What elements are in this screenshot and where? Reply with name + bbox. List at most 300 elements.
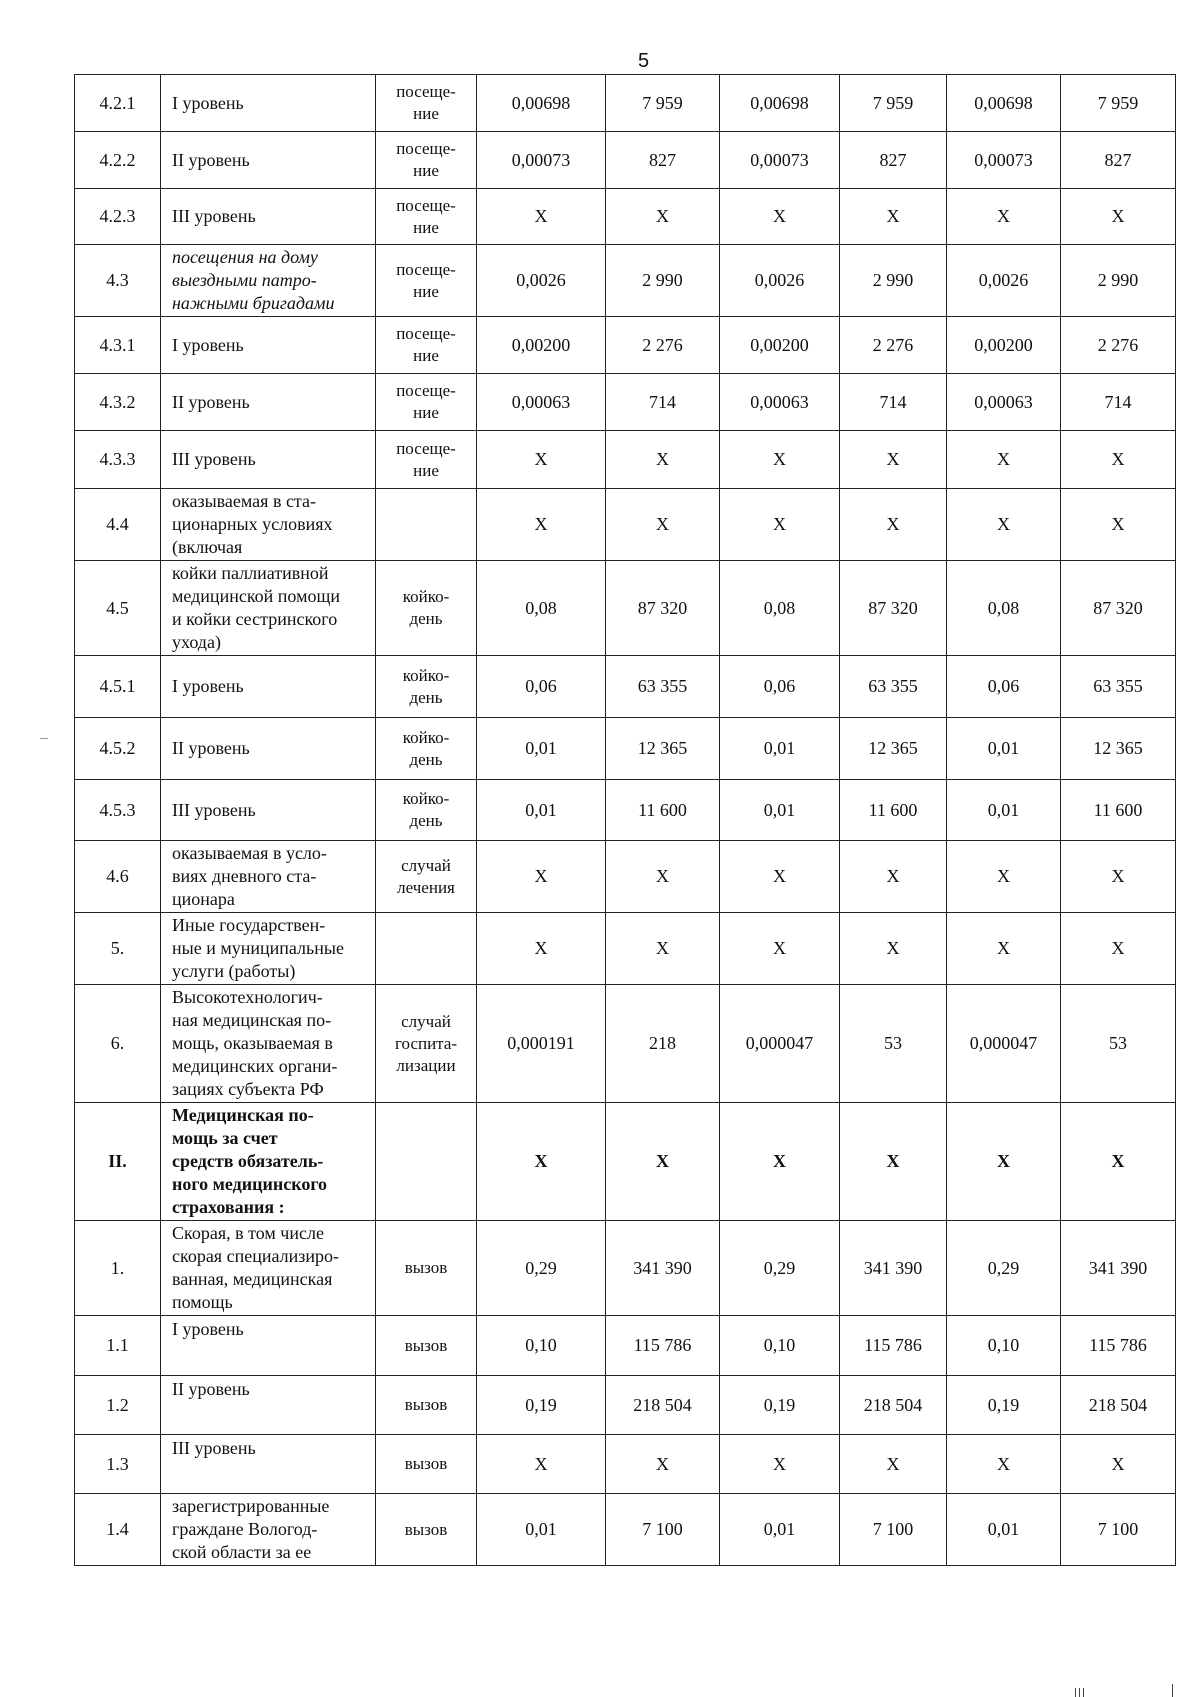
table-row xyxy=(75,561,1176,656)
row-name-cell xyxy=(161,1376,376,1435)
value-cell-1 xyxy=(477,1221,606,1316)
row-name-cell xyxy=(161,1221,376,1316)
row-number-cell xyxy=(75,1435,161,1494)
row-number-cell xyxy=(75,1376,161,1435)
table-row xyxy=(75,489,1176,561)
value-cell-5-text: X xyxy=(997,514,1010,534)
value-cell-4 xyxy=(840,985,947,1103)
unit-cell-text: посеще- ние xyxy=(396,82,456,123)
value-cell-2-text: 714 xyxy=(649,391,676,412)
value-cell-2 xyxy=(606,1376,720,1435)
value-cell-3-text: 0,06 xyxy=(763,676,796,696)
value-cell-6-text: X xyxy=(1111,1151,1125,1171)
value-cell-5-text: 0,0026 xyxy=(978,270,1029,290)
value-cell-5-text: X xyxy=(997,1151,1010,1171)
value-cell-6-text: X xyxy=(1111,1453,1125,1474)
value-cell-2-text: 7 959 xyxy=(642,92,683,113)
unit-cell xyxy=(376,431,477,489)
unit-cell-text: койко- день xyxy=(402,587,450,628)
value-cell-4 xyxy=(840,75,947,132)
value-cell-4 xyxy=(840,317,947,374)
value-cell-6-text: 827 xyxy=(1104,149,1132,170)
value-cell-5-text: X xyxy=(997,206,1010,226)
table-body xyxy=(75,75,1176,1566)
value-cell-3-text: 0,00698 xyxy=(750,92,809,113)
value-cell-1-text: X xyxy=(534,449,548,469)
data-table xyxy=(74,74,1176,1566)
table-row xyxy=(75,75,1176,132)
value-cell-2-text: 63 355 xyxy=(637,676,688,696)
scan-mark xyxy=(1172,1684,1173,1697)
table-row xyxy=(75,1221,1176,1316)
value-cell-4-text: X xyxy=(886,938,900,958)
value-cell-2 xyxy=(606,1103,720,1221)
value-cell-3 xyxy=(720,132,840,189)
row-name-cell-text: III уровень xyxy=(172,206,256,226)
row-name-cell xyxy=(161,780,376,841)
unit-cell-text: вызов xyxy=(404,1454,448,1473)
unit-cell xyxy=(376,985,477,1103)
value-cell-4 xyxy=(840,1494,947,1566)
value-cell-3-text: 0,0026 xyxy=(754,270,805,290)
value-cell-1 xyxy=(477,656,606,718)
unit-cell-text: вызов xyxy=(404,1395,448,1414)
unit-cell xyxy=(376,1376,477,1435)
row-name-cell-text: зарегистрированные граждане Вологод- ской области за ее xyxy=(172,1496,330,1562)
value-cell-3-text: X xyxy=(773,938,786,958)
value-cell-2-text: 11 600 xyxy=(638,799,687,820)
row-name-cell-text: I уровень xyxy=(172,1319,244,1339)
value-cell-1 xyxy=(477,718,606,780)
value-cell-4 xyxy=(840,1316,947,1376)
value-cell-4-text: 11 600 xyxy=(868,799,918,820)
unit-cell xyxy=(376,132,477,189)
value-cell-5 xyxy=(947,913,1061,985)
value-cell-1-text: 0,00073 xyxy=(511,149,571,170)
unit-cell-text: посеще- ние xyxy=(396,381,456,422)
row-name-cell xyxy=(161,1103,376,1221)
value-cell-3-text: X xyxy=(773,1453,786,1474)
value-cell-5 xyxy=(947,985,1061,1103)
value-cell-5 xyxy=(947,75,1061,132)
unit-cell-text: посеще- ние xyxy=(396,139,456,180)
row-number-cell-text: 4.3.3 xyxy=(99,449,136,469)
value-cell-4-text: 2 990 xyxy=(872,270,914,290)
value-cell-1 xyxy=(477,841,606,913)
value-cell-3 xyxy=(720,841,840,913)
value-cell-2-text: 218 xyxy=(649,1033,676,1053)
value-cell-2-text: 2 990 xyxy=(642,270,683,290)
value-cell-5 xyxy=(947,132,1061,189)
value-cell-5-text: 0,06 xyxy=(987,676,1020,696)
value-cell-6 xyxy=(1061,1435,1176,1494)
row-number-cell-text: 1.3 xyxy=(106,1453,129,1474)
value-cell-2 xyxy=(606,985,720,1103)
table-row xyxy=(75,841,1176,913)
value-cell-2-text: 115 786 xyxy=(633,1335,692,1355)
value-cell-1 xyxy=(477,1435,606,1494)
row-number-cell xyxy=(75,913,161,985)
value-cell-3-text: 0,29 xyxy=(763,1257,796,1278)
value-cell-6-text: 53 xyxy=(1109,1033,1127,1053)
unit-cell-text: случай лечения xyxy=(397,855,455,897)
value-cell-5 xyxy=(947,718,1061,780)
value-cell-1 xyxy=(477,245,606,317)
value-cell-6-text: 12 365 xyxy=(1093,738,1143,758)
value-cell-4 xyxy=(840,374,947,431)
unit-cell-text: вызов xyxy=(404,1335,448,1355)
row-name-cell-text: койки паллиативной медицинской помощи и койки сестринского ухода) xyxy=(172,563,340,652)
value-cell-2 xyxy=(606,656,720,718)
value-cell-1-text: 0,10 xyxy=(525,1335,557,1355)
row-name-cell-text: II уровень xyxy=(172,1379,250,1399)
value-cell-4 xyxy=(840,561,947,656)
value-cell-5-text: 0,29 xyxy=(987,1257,1020,1278)
value-cell-4 xyxy=(840,656,947,718)
value-cell-6-text: 341 390 xyxy=(1088,1257,1148,1278)
row-name-cell-text: Высокотехнологич- ная медицинская по- мощь, оказываемая в медицинских органи- зациях субъекта РФ xyxy=(172,987,338,1099)
value-cell-5-text: X xyxy=(997,866,1010,886)
value-cell-5 xyxy=(947,1435,1061,1494)
value-cell-1-text: 0,19 xyxy=(525,1394,557,1415)
table-row xyxy=(75,1494,1176,1566)
value-cell-6-text: X xyxy=(1111,449,1125,469)
value-cell-4-text: 7 100 xyxy=(872,1519,914,1539)
value-cell-6 xyxy=(1061,374,1176,431)
value-cell-1-text: 0,00698 xyxy=(511,92,571,113)
value-cell-6-text: 218 504 xyxy=(1088,1394,1148,1415)
value-cell-3 xyxy=(720,913,840,985)
value-cell-3-text: X xyxy=(773,866,786,886)
unit-cell xyxy=(376,374,477,431)
row-number-cell xyxy=(75,718,161,780)
value-cell-4-text: 341 390 xyxy=(863,1257,923,1278)
value-cell-3 xyxy=(720,317,840,374)
value-cell-6 xyxy=(1061,780,1176,841)
value-cell-3-text: X xyxy=(773,1151,786,1171)
value-cell-1 xyxy=(477,1316,606,1376)
value-cell-5 xyxy=(947,656,1061,718)
value-cell-3 xyxy=(720,75,840,132)
value-cell-4 xyxy=(840,1435,947,1494)
row-number-cell xyxy=(75,75,161,132)
value-cell-5-text: 0,000047 xyxy=(969,1033,1038,1053)
row-number-cell-text: 4.5.3 xyxy=(99,799,136,820)
unit-cell-text: посеще- ние xyxy=(396,438,456,480)
value-cell-4 xyxy=(840,189,947,245)
value-cell-2 xyxy=(606,374,720,431)
value-cell-4 xyxy=(840,1103,947,1221)
row-number-cell-text: 6. xyxy=(110,1033,125,1053)
row-name-cell xyxy=(161,374,376,431)
value-cell-1 xyxy=(477,431,606,489)
value-cell-5-text: 0,00063 xyxy=(974,391,1033,412)
value-cell-6 xyxy=(1061,841,1176,913)
row-name-cell-text: Иные государствен- ные и муниципальные услуги (работы) xyxy=(172,915,344,981)
value-cell-6 xyxy=(1061,913,1176,985)
unit-cell xyxy=(376,245,477,317)
value-cell-6-text: 87 320 xyxy=(1093,597,1143,618)
value-cell-2-text: X xyxy=(656,206,669,226)
value-cell-3 xyxy=(720,189,840,245)
value-cell-3-text: 0,10 xyxy=(763,1335,796,1355)
row-name-cell-text: оказываемая в ста- ционарных условиях (включая xyxy=(172,491,333,557)
unit-cell-text: койко- день xyxy=(402,789,450,830)
value-cell-2-text: 2 276 xyxy=(642,334,683,355)
value-cell-5 xyxy=(947,1221,1061,1316)
value-cell-3 xyxy=(720,780,840,841)
unit-cell-text: посеще- ние xyxy=(396,195,456,237)
row-number-cell xyxy=(75,132,161,189)
unit-cell-text: вызов xyxy=(404,1519,448,1539)
row-number-cell xyxy=(75,1103,161,1221)
value-cell-3-text: 0,01 xyxy=(763,738,796,758)
value-cell-6 xyxy=(1061,1316,1176,1376)
value-cell-5-text: 0,00073 xyxy=(974,149,1033,170)
value-cell-6 xyxy=(1061,718,1176,780)
value-cell-4 xyxy=(840,431,947,489)
unit-cell-text: посеще- ние xyxy=(396,259,456,301)
row-number-cell-text: 5. xyxy=(110,938,125,958)
value-cell-3 xyxy=(720,1435,840,1494)
row-number-cell xyxy=(75,1316,161,1376)
row-number-cell-text: 4.5.2 xyxy=(99,738,136,758)
row-number-cell xyxy=(75,317,161,374)
value-cell-2 xyxy=(606,1316,720,1376)
row-name-cell-text: III уровень xyxy=(172,449,256,469)
value-cell-1-text: X xyxy=(534,1453,548,1474)
value-cell-5-text: 0,10 xyxy=(987,1335,1020,1355)
value-cell-1 xyxy=(477,913,606,985)
value-cell-1 xyxy=(477,189,606,245)
table-row xyxy=(75,1316,1176,1376)
value-cell-2 xyxy=(606,431,720,489)
value-cell-1 xyxy=(477,780,606,841)
scan-mark xyxy=(1079,1688,1080,1697)
value-cell-1-text: 0,00063 xyxy=(511,391,571,412)
value-cell-3-text: X xyxy=(773,514,786,534)
value-cell-4 xyxy=(840,489,947,561)
value-cell-5 xyxy=(947,561,1061,656)
value-cell-3 xyxy=(720,245,840,317)
value-cell-6-text: X xyxy=(1111,866,1125,886)
row-number-cell xyxy=(75,374,161,431)
value-cell-2-text: X xyxy=(656,1453,669,1474)
value-cell-1-text: 0,01 xyxy=(525,738,557,758)
value-cell-5-text: 0,01 xyxy=(987,799,1020,820)
value-cell-2 xyxy=(606,132,720,189)
table-row xyxy=(75,132,1176,189)
value-cell-1 xyxy=(477,489,606,561)
row-number-cell xyxy=(75,780,161,841)
value-cell-2-text: X xyxy=(656,938,669,958)
unit-cell-text: случай госпита- лизации xyxy=(394,1011,458,1075)
value-cell-3 xyxy=(720,656,840,718)
value-cell-6-text: 7 100 xyxy=(1097,1519,1139,1539)
value-cell-1-text: X xyxy=(534,206,548,226)
value-cell-2-text: 12 365 xyxy=(637,738,688,758)
value-cell-1 xyxy=(477,985,606,1103)
value-cell-5 xyxy=(947,317,1061,374)
value-cell-1-text: 0,0026 xyxy=(516,270,566,290)
row-number-cell xyxy=(75,189,161,245)
value-cell-4-text: 2 276 xyxy=(872,334,914,355)
value-cell-4-text: X xyxy=(886,449,900,469)
row-name-cell-text: I уровень xyxy=(172,676,244,696)
value-cell-4-text: 12 365 xyxy=(868,738,918,758)
row-number-cell-text: II. xyxy=(108,1151,127,1171)
value-cell-3 xyxy=(720,1494,840,1566)
table-row xyxy=(75,1376,1176,1435)
value-cell-1 xyxy=(477,561,606,656)
value-cell-1-text: X xyxy=(534,1151,548,1171)
value-cell-2-text: 7 100 xyxy=(642,1519,683,1539)
table-row xyxy=(75,1103,1176,1221)
value-cell-5-text: 0,01 xyxy=(987,738,1020,758)
value-cell-4-text: 63 355 xyxy=(868,676,918,696)
row-number-cell xyxy=(75,841,161,913)
value-cell-5-text: 0,00200 xyxy=(974,334,1033,355)
value-cell-2 xyxy=(606,317,720,374)
row-number-cell-text: 1.4 xyxy=(106,1519,129,1539)
value-cell-6-text: X xyxy=(1111,206,1125,226)
value-cell-1 xyxy=(477,1103,606,1221)
value-cell-6 xyxy=(1061,489,1176,561)
table-row xyxy=(75,1435,1176,1494)
row-number-cell-text: 4.3.2 xyxy=(99,391,136,412)
unit-cell xyxy=(376,1103,477,1221)
value-cell-6-text: 714 xyxy=(1104,391,1132,412)
value-cell-4-text: X xyxy=(886,206,900,226)
value-cell-2-text: 87 320 xyxy=(637,597,688,618)
value-cell-4-text: X xyxy=(886,1453,900,1474)
value-cell-2 xyxy=(606,841,720,913)
row-number-cell xyxy=(75,245,161,317)
value-cell-3-text: 0,01 xyxy=(763,1519,796,1539)
value-cell-4 xyxy=(840,1376,947,1435)
row-name-cell-text: оказываемая в усло- виях дневного ста- ционара xyxy=(172,843,327,909)
unit-cell xyxy=(376,75,477,132)
value-cell-6-text: 2 990 xyxy=(1097,270,1139,290)
value-cell-6-text: 63 355 xyxy=(1093,676,1143,696)
value-cell-6 xyxy=(1061,317,1176,374)
value-cell-2 xyxy=(606,718,720,780)
row-number-cell-text: 4.6 xyxy=(106,866,129,886)
value-cell-2-text: X xyxy=(656,514,669,534)
row-name-cell-text: посещения на дому выездными патро- нажными бригадами xyxy=(172,247,335,313)
unit-cell xyxy=(376,1435,477,1494)
table-row xyxy=(75,317,1176,374)
row-name-cell-text: I уровень xyxy=(172,92,244,113)
row-number-cell-text: 4.2.2 xyxy=(99,149,136,170)
row-number-cell-text: 4.3.1 xyxy=(99,334,136,355)
value-cell-6-text: 7 959 xyxy=(1097,92,1139,113)
row-name-cell xyxy=(161,1435,376,1494)
page-number: 5 xyxy=(637,50,650,72)
row-name-cell-text: II уровень xyxy=(172,391,250,412)
value-cell-3 xyxy=(720,1103,840,1221)
value-cell-4 xyxy=(840,841,947,913)
value-cell-2 xyxy=(606,913,720,985)
value-cell-5 xyxy=(947,431,1061,489)
value-cell-2-text: X xyxy=(656,449,669,469)
row-name-cell xyxy=(161,1494,376,1566)
unit-cell xyxy=(376,913,477,985)
value-cell-3 xyxy=(720,489,840,561)
table-row xyxy=(75,985,1176,1103)
row-number-cell-text: 4.5.1 xyxy=(99,676,136,696)
row-name-cell xyxy=(161,561,376,656)
table-row xyxy=(75,189,1176,245)
value-cell-3 xyxy=(720,1221,840,1316)
row-name-cell xyxy=(161,913,376,985)
unit-cell xyxy=(376,1316,477,1376)
unit-cell xyxy=(376,489,477,561)
row-number-cell-text: 4.3 xyxy=(106,270,129,290)
unit-cell xyxy=(376,189,477,245)
value-cell-2 xyxy=(606,245,720,317)
row-number-cell-text: 4.2.1 xyxy=(99,92,136,113)
value-cell-1-text: 0,01 xyxy=(525,1519,557,1539)
value-cell-5-text: 0,08 xyxy=(987,597,1020,618)
value-cell-1-text: 0,000191 xyxy=(507,1033,575,1053)
value-cell-5 xyxy=(947,245,1061,317)
value-cell-4 xyxy=(840,245,947,317)
table-row xyxy=(75,245,1176,317)
row-name-cell xyxy=(161,75,376,132)
value-cell-5-text: 0,00698 xyxy=(974,92,1033,113)
unit-cell-text: посеще- ние xyxy=(396,324,456,365)
value-cell-3 xyxy=(720,985,840,1103)
value-cell-4-text: 827 xyxy=(879,149,907,170)
value-cell-2-text: 218 504 xyxy=(633,1394,692,1415)
value-cell-4 xyxy=(840,780,947,841)
scan-mark xyxy=(1083,1688,1084,1697)
value-cell-1-text: 0,08 xyxy=(525,597,557,618)
row-name-cell xyxy=(161,656,376,718)
value-cell-5 xyxy=(947,1103,1061,1221)
value-cell-4-text: X xyxy=(886,1151,900,1171)
value-cell-3 xyxy=(720,1316,840,1376)
value-cell-6 xyxy=(1061,1221,1176,1316)
value-cell-5 xyxy=(947,374,1061,431)
row-number-cell xyxy=(75,1494,161,1566)
value-cell-1-text: X xyxy=(534,866,548,886)
value-cell-5-text: X xyxy=(997,449,1010,469)
row-number-cell-text: 1.2 xyxy=(106,1394,129,1415)
value-cell-4-text: X xyxy=(886,866,900,886)
value-cell-1-text: X xyxy=(534,514,548,534)
row-name-cell xyxy=(161,245,376,317)
value-cell-3 xyxy=(720,1376,840,1435)
row-number-cell-text: 4.4 xyxy=(106,514,129,534)
value-cell-5-text: X xyxy=(997,938,1010,958)
value-cell-5 xyxy=(947,841,1061,913)
value-cell-3 xyxy=(720,561,840,656)
unit-cell-text: вызов xyxy=(404,1258,448,1277)
value-cell-5-text: 0,01 xyxy=(987,1519,1020,1539)
value-cell-3-text: 0,000047 xyxy=(745,1033,814,1053)
value-cell-6 xyxy=(1061,1376,1176,1435)
table-row xyxy=(75,913,1176,985)
row-number-cell-text: 1. xyxy=(110,1257,125,1278)
row-name-cell xyxy=(161,1316,376,1376)
value-cell-1 xyxy=(477,1494,606,1566)
row-number-cell xyxy=(75,489,161,561)
value-cell-3-text: 0,00073 xyxy=(750,149,809,170)
row-number-cell xyxy=(75,1221,161,1316)
value-cell-3 xyxy=(720,374,840,431)
